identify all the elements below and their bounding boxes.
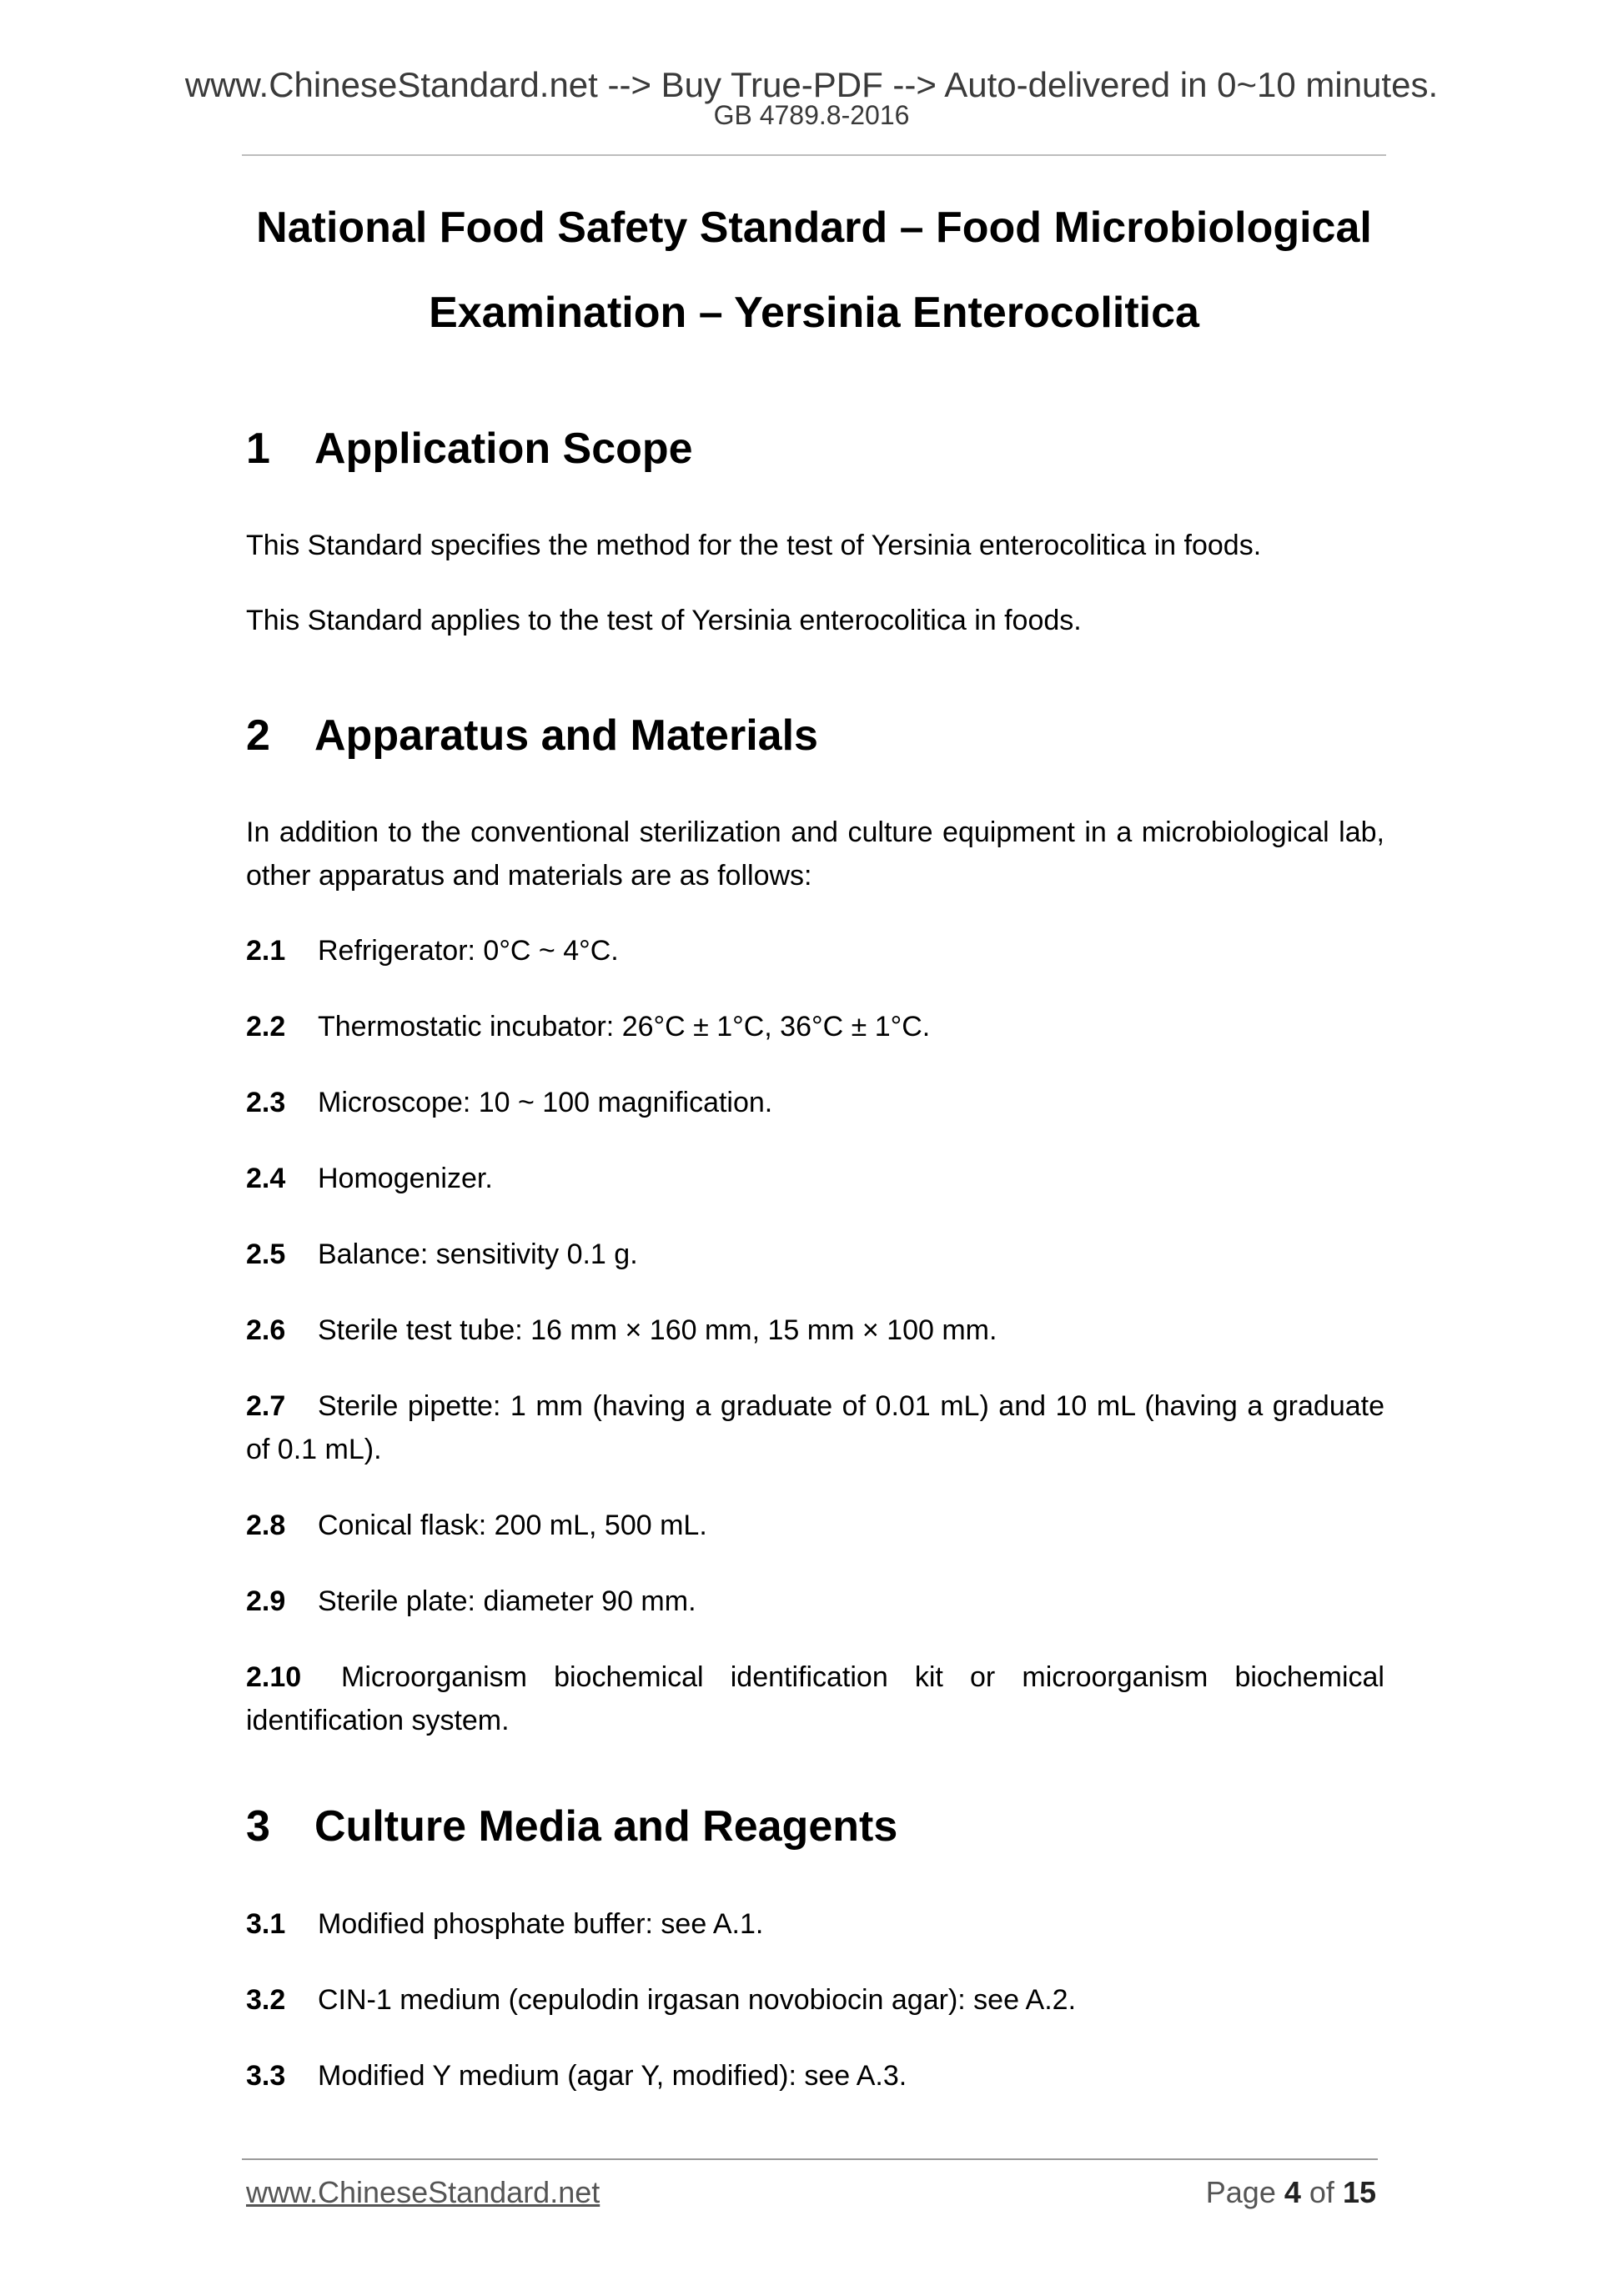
item-number: 2.9	[246, 1585, 286, 1617]
item-number: 2.5	[246, 1238, 286, 1270]
item-text: Microorganism biochemical identification kit or microorganism biochemical identification system.	[246, 1661, 1384, 1736]
page-title-line-1: National Food Safety Standard – Food Microbiological	[256, 203, 1372, 252]
section-title: Application Scope	[314, 425, 693, 473]
item-text: Sterile plate: diameter 90 mm.	[318, 1585, 696, 1617]
list-item	[246, 1655, 1384, 1742]
section-heading-2	[246, 711, 818, 761]
page-title-line-2: Examination – Yersinia Enterocolitica	[429, 289, 1199, 337]
item-text: Thermostatic incubator: 26°C ± 1°C, 36°C ± 1°C.	[318, 1011, 931, 1042]
paragraph: This Standard specifies the method for the test of Yersinia enterocolitica in foods.	[246, 530, 1262, 561]
item-number: 2.3	[246, 1087, 286, 1118]
list-item	[246, 1309, 1384, 1352]
section-number: 1	[246, 425, 270, 473]
item-number: 2.8	[246, 1510, 286, 1541]
section-heading-3	[246, 1801, 897, 1851]
list-item	[246, 1005, 1384, 1048]
page-current: 4	[1284, 2175, 1301, 2209]
item-text: Microscope: 10 ~ 100 magnification.	[318, 1087, 773, 1118]
item-text: Modified phosphate buffer: see A.1.	[318, 1908, 764, 1940]
list-item	[246, 1978, 1384, 2022]
list-item	[246, 1233, 1384, 1276]
list-item	[246, 1081, 1384, 1124]
page-label: Page	[1205, 2175, 1276, 2209]
section-number: 3	[246, 1802, 270, 1851]
promo-banner[interactable]: www.ChineseStandard.net --> Buy True-PDF --> Auto-delivered in 0~10 minutes.	[184, 65, 1439, 104]
item-text: Conical flask: 200 mL, 500 mL.	[318, 1510, 707, 1541]
list-item	[246, 1384, 1384, 1471]
section-title: Culture Media and Reagents	[314, 1802, 898, 1851]
item-number: 3.3	[246, 2060, 286, 2092]
item-number: 2.7	[246, 1390, 286, 1422]
item-number: 2.10	[246, 1661, 302, 1693]
item-text: Sterile pipette: 1 mm (having a graduate of 0.01 mL) and 10 mL (having a graduate of 0.1 mL).	[246, 1390, 1384, 1465]
page-of: of	[1309, 2175, 1334, 2209]
item-number: 3.1	[246, 1908, 286, 1940]
section-title: Apparatus and Materials	[314, 711, 818, 760]
list-item	[246, 1504, 1384, 1547]
page-indicator	[1206, 2175, 1376, 2210]
paragraph: This Standard applies to the test of Yersinia enterocolitica in foods.	[246, 605, 1082, 636]
footer-website-link[interactable]: www.ChineseStandard.net	[246, 2175, 600, 2209]
document-number: GB 4789.8-2016	[713, 100, 910, 130]
item-number: 2.6	[246, 1314, 286, 1346]
item-text: Sterile test tube: 16 mm × 160 mm, 15 mm × 100 mm.	[318, 1314, 997, 1346]
footer-divider	[242, 2158, 1378, 2160]
item-number: 2.1	[246, 935, 286, 967]
header-divider	[242, 154, 1386, 156]
list-item	[246, 1902, 1384, 1946]
list-item	[246, 929, 1384, 972]
list-item	[246, 1157, 1384, 1200]
item-text: CIN-1 medium (cepulodin irgasan novobiocin agar): see A.2.	[318, 1984, 1077, 2016]
page-total: 15	[1342, 2175, 1376, 2209]
item-text: Balance: sensitivity 0.1 g.	[318, 1238, 638, 1270]
paragraph: In addition to the conventional sterilization and culture equipment in a microbiological lab, other apparatus and materials are as follows:	[246, 816, 1384, 892]
list-item	[246, 2054, 1384, 2098]
item-text: Homogenizer.	[318, 1163, 493, 1194]
item-text: Refrigerator: 0°C ~ 4°C.	[318, 935, 619, 967]
item-number: 2.2	[246, 1011, 286, 1042]
section-heading-1	[246, 424, 693, 474]
section-number: 2	[246, 711, 270, 760]
item-number: 3.2	[246, 1984, 286, 2016]
item-number: 2.4	[246, 1163, 286, 1194]
list-item	[246, 1580, 1384, 1623]
item-text: Modified Y medium (agar Y, modified): see A.3.	[318, 2060, 907, 2092]
